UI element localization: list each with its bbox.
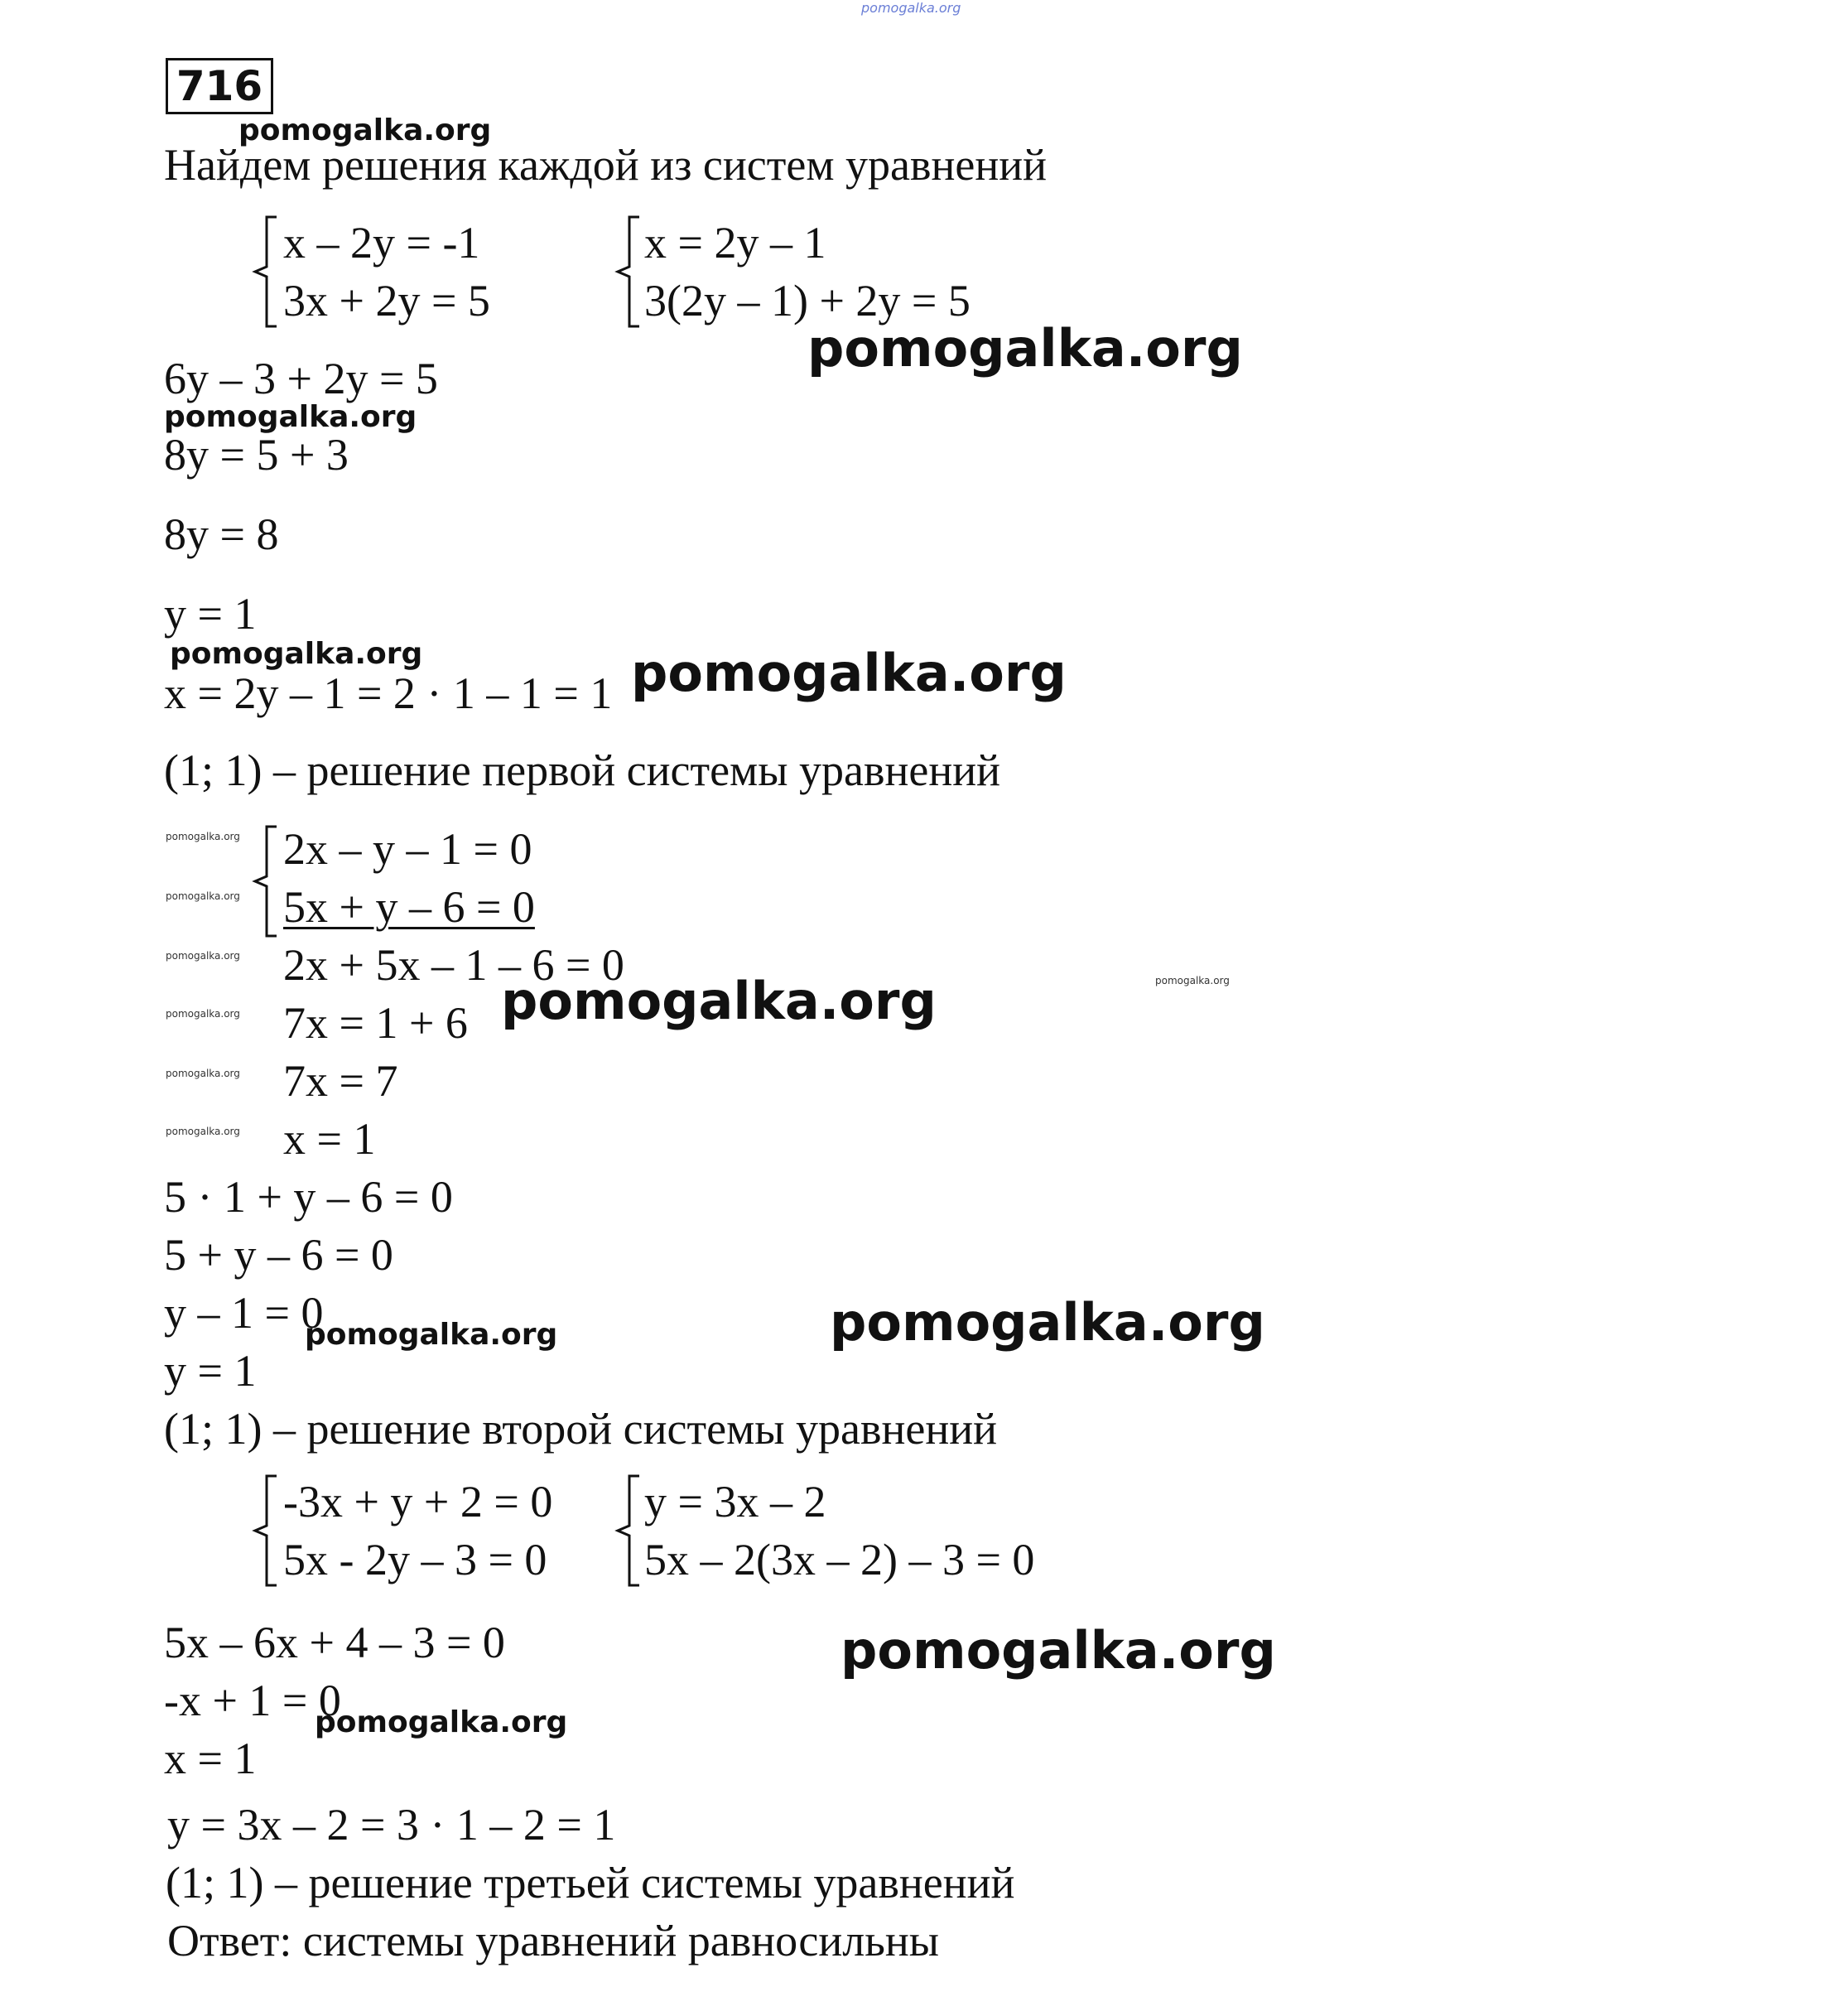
solution2-line2: 5 + y – 6 = 0	[164, 1230, 393, 1280]
solution3-answer: (1; 1) – решение третьей системы уравнений	[166, 1858, 1015, 1907]
system3-right-eq1: y = 3x – 2	[644, 1477, 826, 1526]
solution3-line4: y = 3x – 2 = 3 · 1 – 2 = 1	[167, 1800, 616, 1850]
solution3-line3: x = 1	[164, 1734, 257, 1783]
solution2-line1: 5 · 1 + y – 6 = 0	[164, 1172, 453, 1222]
watermark: pomogalka.org	[305, 1318, 558, 1352]
solution3-line2: -x + 1 = 0	[164, 1676, 341, 1725]
intro-text: Найдем решения каждой из систем уравнений	[164, 140, 1048, 190]
watermark: pomogalka.org	[166, 1126, 240, 1137]
solution1-answer: (1; 1) – решение первой системы уравнений	[164, 745, 1001, 795]
final-answer: Ответ: системы уравнений равносильны	[167, 1916, 940, 1965]
solution1-line4: y = 1	[164, 589, 257, 639]
watermark: pomogalka.org	[238, 113, 492, 147]
system3-left-eq1: -3x + y + 2 = 0	[283, 1477, 553, 1526]
system3-left-brace	[248, 1473, 282, 1589]
system1-left-eq1: x – 2y = -1	[283, 218, 480, 268]
system3-right-eq2: 5x – 2(3x – 2) – 3 = 0	[644, 1535, 1035, 1584]
top-watermark: pomogalka.org	[861, 0, 961, 16]
solution1-line5: x = 2y – 1 = 2 · 1 – 1 = 1	[164, 668, 613, 718]
watermark: pomogalka.org	[164, 400, 417, 434]
watermark: pomogalka.org	[166, 950, 240, 962]
solution1-line1: 6y – 3 + 2y = 5	[164, 354, 438, 403]
solution3-line1: 5x – 6x + 4 – 3 = 0	[164, 1618, 505, 1667]
system1-left-brace	[248, 214, 282, 330]
system1-right-eq2: 3(2y – 1) + 2y = 5	[644, 276, 971, 326]
system2-eq2: 5x + y – 6 = 0	[283, 882, 535, 932]
solution2-indented-line3: 7x = 7	[283, 1056, 398, 1106]
watermark: pomogalka.org	[166, 831, 240, 842]
system2-eq1: 2x – y – 1 = 0	[283, 824, 532, 874]
solution2-answer: (1; 1) – решение второй системы уравнений	[164, 1404, 998, 1454]
solution2-indented-line4: x = 1	[283, 1114, 376, 1164]
system3-left-eq2: 5x - 2y – 3 = 0	[283, 1535, 547, 1584]
watermark: pomogalka.org	[501, 971, 937, 1031]
system1-left-eq2: 3x + 2y = 5	[283, 276, 490, 326]
system1-right-eq1: x = 2y – 1	[644, 218, 826, 268]
watermark: pomogalka.org	[1155, 975, 1230, 986]
system1-right-brace	[611, 214, 644, 330]
watermark: pomogalka.org	[841, 1620, 1276, 1681]
solution1-line3: 8y = 8	[164, 509, 279, 559]
solution2-indented-line1: 2x + 5x – 1 – 6 = 0	[283, 940, 624, 990]
solution2-line4: y = 1	[164, 1346, 257, 1396]
watermark: pomogalka.org	[166, 890, 240, 902]
watermark: pomogalka.org	[631, 643, 1067, 703]
solution1-line2: 8y = 5 + 3	[164, 430, 349, 480]
solution2-line3: y – 1 = 0	[164, 1288, 324, 1338]
solution2-indented-line2: 7x = 1 + 6	[283, 998, 468, 1048]
watermark: pomogalka.org	[315, 1705, 568, 1739]
problem-number: 716	[166, 58, 273, 114]
watermark: pomogalka.org	[166, 1068, 240, 1079]
watermark: pomogalka.org	[830, 1292, 1265, 1353]
watermark: pomogalka.org	[170, 637, 423, 671]
system2-brace	[248, 823, 282, 939]
system3-right-brace	[611, 1473, 644, 1589]
watermark: pomogalka.org	[807, 318, 1243, 379]
watermark: pomogalka.org	[166, 1008, 240, 1020]
